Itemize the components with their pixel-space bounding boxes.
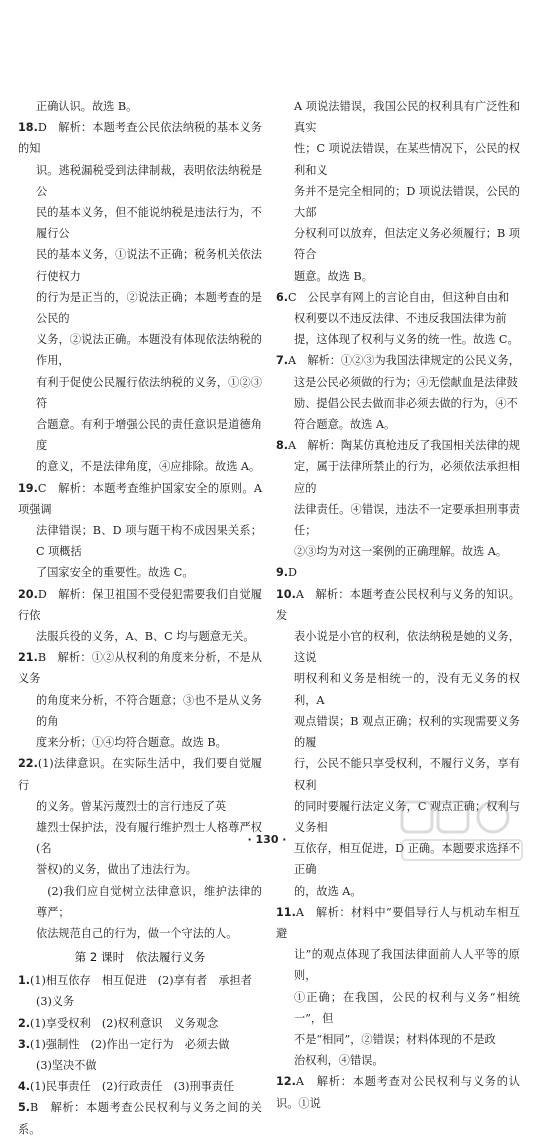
answer-text-line: 的角度来分析，不符合题意；③也不是从义务的角	[36, 693, 262, 728]
item-text: (1)民事责任 (2)行政责任 (3)刑事责任	[30, 1080, 235, 1094]
item-number: 1.	[18, 974, 31, 988]
answer-text-line: 义务，②说法正确。本题没有体现依法纳税的作用，	[36, 333, 262, 368]
item-text: A 解析：本题考查公民权利与义务的知识。发	[276, 587, 520, 622]
answer-text-line: 的意义，不是法律角度，④应排除。故选 A。	[36, 460, 261, 474]
item-text: B 解析：①②从权利的角度来分析，不是从义务	[18, 651, 262, 686]
item-number: 3.	[18, 1037, 31, 1051]
item-number: 5.	[18, 1101, 31, 1115]
left-column	[18, 96, 262, 1140]
answer-text-line: (3)坚决不做	[36, 1058, 97, 1072]
answer-text-line: (3)义务	[36, 995, 75, 1009]
answer-text-line: 符合题意。故选 A。	[294, 418, 396, 432]
answer-text-line: (2)我们应自觉树立法律意识，维护法律的尊严；	[36, 884, 262, 919]
answer-text-line: 互依存，相互促进，D 正确。本题要求选择不正确	[294, 842, 520, 877]
answer-item	[276, 435, 520, 456]
answer-text-line: 不是“相同”，②错误；材料体现的不是政	[294, 1032, 496, 1046]
answer-item	[18, 1097, 262, 1139]
answer-text-line: 务并不是完全相同的；D 项说法错误，公民的大部	[294, 184, 520, 220]
answer-text-line: 明权利和义务是相统一的，没有无义务的权利，A	[294, 672, 520, 707]
answer-item	[276, 350, 520, 371]
section-heading: 第 2 课时 依法履行义务	[74, 950, 206, 965]
answer-text-line: 识。逃税漏税受到法律制裁，表明依法纳税是公	[36, 163, 262, 198]
answer-text-line: 法服兵役的义务，A、B、C 均与题意无关。	[36, 630, 255, 644]
item-number: 20.	[18, 587, 38, 601]
answer-text-line: 性；C 项说法错误，在某些情况下，公民的权利和义	[294, 142, 520, 177]
answer-item	[18, 117, 262, 159]
answer-text-line: 的义务。曾某污蔑烈士的言行违反了英	[36, 799, 227, 813]
item-number: 11.	[276, 905, 296, 919]
item-text: D	[288, 566, 298, 580]
item-number: 4.	[18, 1080, 31, 1094]
answer-text-line: 民的基本义务，但不能说纳税是违法行为，不履行公	[36, 206, 262, 241]
item-text: B 解析：本题考查公民权利与义务之间的关系。	[18, 1101, 262, 1136]
answer-text-line: 治权利，④错误。	[294, 1054, 384, 1068]
item-text: (1)相互依存 相互促进 (2)享有者 承担者	[30, 974, 252, 988]
answer-item	[18, 1076, 262, 1097]
answer-text-line: 誉权)的义务，做出了违法行为。	[36, 863, 197, 877]
answer-text-line: 了国家安全的重要性。故选 C。	[36, 566, 194, 580]
answer-text-line: 题意。故选 B。	[294, 269, 373, 283]
answer-text-line: 励、提倡公民去做而非必须去做的行为，④不	[294, 396, 518, 410]
answer-text-line: 依法规范自己的行为，做一个守法的人。	[36, 926, 238, 940]
item-number: 9.	[276, 566, 289, 580]
answer-text-line: A 项说法错误，我国公民的权利具有广泛性和真实	[294, 100, 520, 135]
answer-text-line: 让”的观点体现了我国法律面前人人平等的原则，	[294, 948, 520, 983]
item-text: A 解析：本题考查对公民权利与义务的认识。①说	[276, 1075, 520, 1110]
answer-text-line: ②③均为对这一案例的正确理解。故选 A。	[294, 545, 508, 559]
answer-item	[276, 902, 520, 944]
answer-text-line: 的，故选 A。	[294, 884, 362, 898]
item-number: 18.	[18, 121, 38, 135]
answer-text-line: 提，这体现了权利与义务的统一性。故选 C。	[294, 333, 519, 347]
answer-text-line: ①正确；在我国，公民的权利与义务“相统一”，但	[294, 990, 520, 1025]
answer-text-line: 法律责任。④错误，违法不一定要承担刑事责任；	[294, 502, 520, 538]
answer-item	[18, 970, 262, 991]
item-number: 22.	[18, 757, 38, 771]
answer-text-line: 民的基本义务，①说法不正确；税务机关依法行使权力	[36, 248, 262, 283]
answer-text-line: 分权利可以放弃，但法定义务必须履行；B 项符合	[294, 227, 520, 262]
answer-text-line: 观点错误；B 观点正确；权利的实现需要义务的履	[294, 714, 520, 750]
item-text: A 解析：①②③为我国法律规定的公民义务，	[288, 354, 520, 368]
answer-item	[18, 753, 262, 795]
item-number: 19.	[18, 481, 38, 495]
item-number: 8.	[276, 439, 289, 453]
item-text: C 解析：本题考查维护国家安全的原则。A 项强调	[18, 481, 262, 516]
answer-item	[18, 478, 262, 520]
item-text: D 解析：保卫祖国不受侵犯需要我们自觉履行依	[18, 587, 262, 622]
answer-text-line: 权利要以不违反法律、不违反我国法律为前	[294, 312, 507, 326]
answer-text-line: 度来分析；①④均符合题意。故选 B。	[36, 736, 227, 750]
answer-text-line: 表小说是小官的权利，依法纳税是她的义务，这说	[294, 630, 520, 665]
item-text: (1)享受权利 (2)权利意识 义务观念	[30, 1016, 219, 1030]
item-number: 7.	[276, 354, 289, 368]
answer-item	[18, 1013, 262, 1034]
answer-item	[276, 287, 520, 308]
answer-item	[276, 584, 520, 626]
item-text: (1)法律意识。在实际生活中，我们要自觉履行	[18, 757, 262, 792]
item-text: A 解析：陶某仿真枪违反了我国相关法律的规	[288, 439, 520, 453]
answer-text-line: 法律错误；B、D 项与题干构不成因果关系；C 项概括	[36, 524, 262, 559]
item-number: 6.	[276, 290, 289, 304]
item-number: 12.	[276, 1075, 296, 1089]
answer-item	[276, 562, 520, 583]
answer-text-line: 这是公民必须做的行为；④无偿献血是法律鼓	[294, 375, 518, 389]
answer-item	[18, 647, 262, 689]
answer-item	[18, 584, 262, 626]
answer-text-line: 正确认识。故选 B。	[36, 100, 138, 113]
item-number: 10.	[276, 587, 296, 601]
watermark-logo-icon	[398, 796, 528, 866]
right-column	[276, 96, 520, 1114]
answer-text-line: 雄烈士保护法，没有履行维护烈士人格尊严权(名	[36, 820, 262, 856]
item-number: 2.	[18, 1016, 31, 1030]
answer-text-line: 合题意。有利于增强公民的责任意识是道德角度	[36, 418, 262, 453]
item-text: (1)强制性 (2)作出一定行为 必须去做	[30, 1037, 230, 1051]
answer-text-line: 的行为是正当的，②说法正确；本题考查的是公民的	[36, 290, 262, 326]
answer-text-line: 有利于促使公民履行依法纳税的义务，①②③符	[36, 375, 262, 410]
answer-item	[276, 1071, 520, 1113]
answer-text-line: 的同时要履行法定义务，C 观点正确；权利与义务相	[294, 799, 520, 834]
answer-text-line: 行，公民不能只享受权利，不履行义务，享有权利	[294, 757, 520, 792]
answer-item	[18, 1034, 262, 1055]
item-text: D 解析：本题考查公民依法纳税的基本义务的知	[18, 121, 262, 156]
answer-text-line: 定，属于法律所禁止的行为，必须依法承担相应的	[294, 460, 520, 495]
item-text: C 公民享有网上的言论自由，但这种自由和	[288, 290, 510, 304]
page-number: · 130 ·	[247, 833, 287, 846]
item-text: A 解析：材料中“要倡导行人与机动车相互避	[276, 905, 520, 940]
item-number: 21.	[18, 651, 38, 665]
